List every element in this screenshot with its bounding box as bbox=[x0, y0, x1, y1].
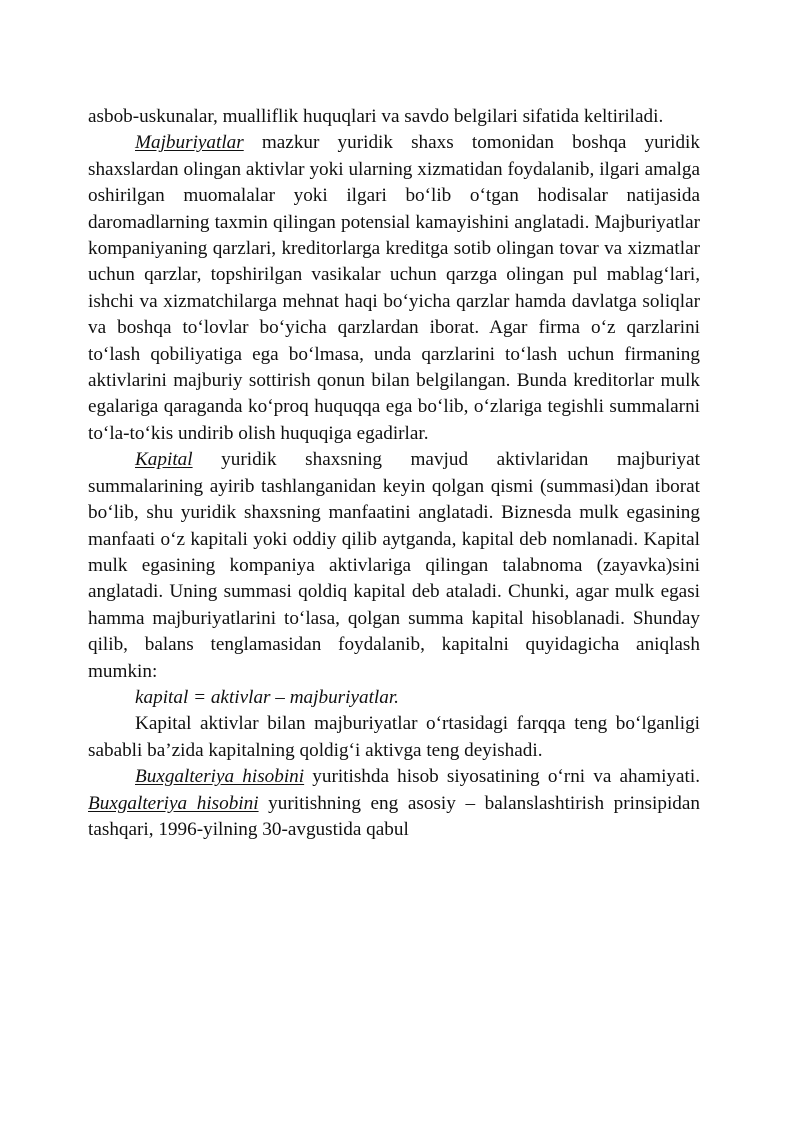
paragraph-intro-continuation bbox=[88, 104, 700, 130]
term-buxgalteriya-hisobini-2: Buxgalteriya hisobini bbox=[88, 792, 259, 814]
term-majburiyatlar: Majburiyatlar bbox=[135, 132, 244, 154]
paragraph-kapital-qoldigi bbox=[88, 711, 700, 764]
document-page bbox=[88, 104, 700, 843]
paragraph-text: Kapital aktivlar bilan majburiyatlar o‘rtasidagi farqqa teng bo‘lganligi sababli ba’zida kapitalning qoldig‘i aktivga teng deyishadi. bbox=[88, 713, 700, 761]
paragraph-text: mazkur yuridik shaxs tomonidan boshqa yuridik shaxslardan olingan aktivlar yoki ularning xizmatidan foydalanib, ilgari amalga oshirilgan muomalalar yoki ilgari bo‘lib o‘tgan hodisalar natijasida daromadlarning taxmin qilingan potensial kamayishini anglatadi. Majburiyatlar kompaniyaning qarzlari, kreditorlarga kreditga sotib olingan tovar va xizmatlar uchun qarzlar, topshirilgan vasikalar uchun qarzga olingan pul mablag‘lari, ishchi va xizmatchilarga mehnat haqi bo‘yicha qarzlar hamda davlatga soliqlar va boshqa to‘lovlar bo‘yicha qarzlardan iborat. Agar firma o‘z qarzlarini to‘lash qobiliyatiga ega bo‘lmasa, unda qarzlarini to‘lash uchun firmaning aktivlarini majburiy sottirish qonun bilan belgilangan. Bunda kreditorlar mulk egalariga qaraganda ko‘proq huquqqa ega bo‘lib, o‘zlariga tegishli summalarni to‘la-to‘kis undirib olish huquqiga egadirlar. bbox=[88, 132, 700, 444]
formula-kapital bbox=[88, 685, 700, 711]
paragraph-text: yuritishda hisob siyosatining o‘rni va ahamiyati. bbox=[304, 766, 700, 788]
paragraph-text: asbob-uskunalar, mualliflik huquqlari va savdo belgilari sifatida keltiriladi. bbox=[88, 106, 664, 127]
paragraph-majburiyatlar bbox=[88, 130, 700, 447]
paragraph-kapital bbox=[88, 447, 700, 685]
paragraph-text: yuridik shaxsning mavjud aktivlaridan majburiyat summalarining ayirib tashlanganidan keyin qolgan qismi (summasi)dan iborat bo‘lib, shu yuridik shaxsning manfaatini anglatadi. Biznesda mulk egasining manfaati o‘z kapitali yoki oddiy qilib aytganda, kapital deb nomlanadi. Kapital mulk egasining kompaniya aktivlariga qilingan talabnoma (zayavka)sini anglatadi. Uning summasi qoldiq kapital deb ataladi. Chunki, agar mulk egasi hamma majburiyatlarini to‘lasa, qolgan summa kapital hisoblanadi. Shunday qilib, balans tenglamasidan foydalanib, kapitalni quyidagicha aniqlash mumkin: bbox=[88, 449, 700, 682]
term-buxgalteriya-hisobini-1: Buxgalteriya hisobini bbox=[135, 766, 305, 788]
term-kapital: Kapital bbox=[135, 449, 193, 471]
paragraph-buxgalteriya bbox=[88, 764, 700, 843]
formula-text: kapital = aktivlar – majburiyatlar. bbox=[135, 686, 399, 708]
paragraph-text: yuritishning eng asosiy – balanslashtirish prinsipidan tashqari, 1996-yilning 30-avgustida qabul bbox=[88, 792, 700, 840]
